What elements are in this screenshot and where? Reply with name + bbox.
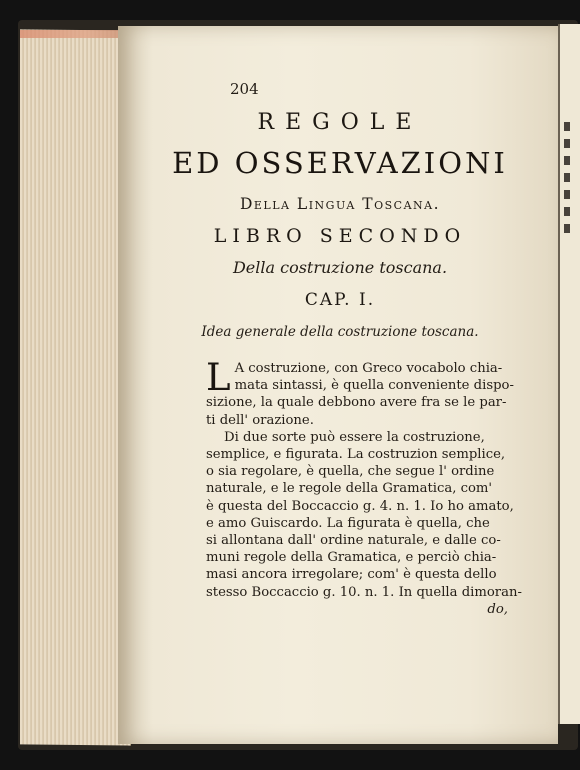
facing-page-text-fragments [564, 114, 580, 241]
text-line: Di due sorte può essere la costruzione, [224, 429, 485, 445]
text-line: o sia regolare, è quella, che segue l' ordine [206, 464, 495, 480]
title-lingua-toscana: Della Lingua Toscana. [239, 195, 441, 213]
text-line: semplice, e figurata. La costruzion semplice, [206, 447, 506, 463]
chapter-number: CAP. I. [304, 290, 376, 310]
text-line: stesso Boccaccio g. 10. n. 1. In quella dimoran- [206, 584, 522, 600]
title-costruzione: Della costruzione toscana. [232, 258, 448, 277]
text-line: mata sintassi, è quella conveniente dispo- [234, 378, 514, 394]
chapter-subtitle: Idea generale della costruzione toscana. [201, 324, 479, 340]
text-line: e amo Guiscardo. La figurata è quella, che [206, 515, 490, 531]
catchword: do, [487, 601, 508, 617]
drop-cap: L [206, 356, 231, 399]
text-line: è questa del Boccaccio g. 4. n. 1. Io ho amato, [206, 498, 514, 514]
text-line: si allontana dall' ordine naturale, e dalle co- [206, 533, 501, 549]
body-text [206, 356, 530, 618]
text-line: muni regole della Gramatica, e perciò chia- [206, 550, 497, 566]
page-number: 204 [230, 80, 259, 98]
facing-page-edge [558, 24, 580, 724]
text-line: A costruzione, con Greco vocabolo chia- [234, 361, 503, 376]
text-line: sizione, la quale debbono avere fra se le par- [206, 395, 507, 411]
text-line: ti dell' orazione. [206, 412, 314, 428]
page-edges [20, 29, 131, 745]
title-regole: REGOLE [257, 110, 423, 135]
text-line: masi ancora irregolare; com' è questa dello [206, 567, 497, 583]
title-libro-secondo: LIBRO SECONDO [213, 225, 467, 247]
page-edges-rim [20, 30, 130, 38]
title-osservazioni: ED OSSERVAZIONI [172, 146, 508, 180]
text-line: naturale, e le regole della Gramatica, com' [206, 481, 493, 497]
